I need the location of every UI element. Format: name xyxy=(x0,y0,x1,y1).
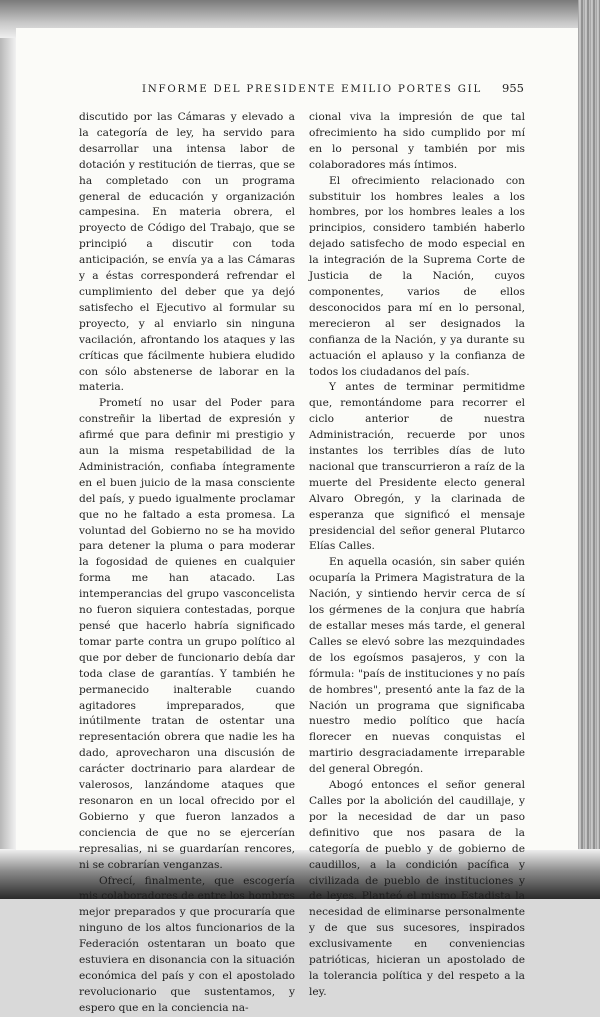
page-number: 955 xyxy=(502,81,524,95)
paragraph: Ofrecí, finalmente, que escogería mis colaboradores de entre los hombres mejor preparados y que procuraría que ninguno de los altos funcionarios de la Federación ostentaran un boato que estuviera en disonancia con la situación económica del país y con el apostolado revolucionario que sustentamos, y espero que en la conciencia na- xyxy=(79,874,295,1014)
left-column xyxy=(79,110,295,1017)
right-column xyxy=(309,110,525,1001)
scan-left-edge xyxy=(0,0,16,899)
paragraph: Y antes de terminar permitidme que, remontándome para recorrer el ciclo anterior de nuestra Administración, recuerde por unos instantes los terribles días de luto nacional que transcurrieron a raíz de la muerte del Presidente electo general Alvaro Obregón, y la clarinada de esperanza que significó el mensaje presidencial del señor general Plutarco Elías Calles. xyxy=(309,381,525,553)
paragraph: Abogó entonces el señor general Calles por la abolición del caudillaje, y por la necesidad de dar un paso definitivo que nos pasara de la categoría de pueblo y de gobierno de caudillos, a la condición pacífica y civilizada de pueblo de instituciones y de leyes. Planteó el mismo Estadista la necesidad de eliminarse personalmente y de que sus sucesores, inspirados exclusivamente en conveniencias patrióticas, hicieran un apostolado de la tolerancia política y del respeto a la ley. xyxy=(309,779,525,998)
scan-right-edge xyxy=(578,0,600,899)
paragraph: En aquella ocasión, sin saber quién ocuparía la Primera Magistratura de la Nación, y sintiendo hervir cerca de sí los gérmenes de la conjura que habría de estallar meses más tarde, el general Calles se elevó sobre las mezquindades de los egoísmos pasajeros, y con la fórmula: "país de instituciones y no país de hombres", presentó ante la faz de la Nación un programa que significaba nuestro medio político que hacía florecer en nuevas conquistas el martirio desgraciadamente irreparable del general Obregón. xyxy=(309,556,525,776)
paragraph: El ofrecimiento relacionado con substituir los hombres leales a los hombres, por los hombres leales a los principios, considero también haberlo dejado satisfecho de modo especial en la integración de la Suprema Corte de Justicia de la Nación, cuyos componentes, varios de ellos desconocidos para mí en lo personal, merecieron al ser designados la confianza de la Nación, y ya durante su actuación el aplauso y la confianza de todos los ciudadanos del país. xyxy=(309,174,525,378)
paragraph: discutido por las Cámaras y elevado a la categoría de ley, ha servido para desarrollar una intensa labor de dotación y restitución de tierras, que se ha completado con un programa general de educación y organización campesina. En materia obrera, el proyecto de Código del Trabajo, que se principió a discutir con toda anticipación, se envía ya a las Cámaras y a éstas corresponderá refrendar el cumplimiento del deber que ya dejó satisfecho el Ejecutivo al formular su proyecto, y al enviarlo sin ninguna vacilación, afrontando los ataques y las críticas que fácilmente hubiera eludido con sólo abstenerse de laborar en la materia. xyxy=(79,111,295,394)
running-header: INFORME DEL PRESIDENTE EMILIO PORTES GIL xyxy=(142,84,483,95)
paragraph: Prometí no usar del Poder para constreñir la libertad de expresión y afirmé que para definir mi prestigio y aun la misma respetabilidad de la Administración, confiaba íntegramente en el buen juicio de la masa consciente del país, y puedo igualmente proclamar que no he faltado a esta promesa. La voluntad del Gobierno no se ha movido para detener la pluma o para moderar la fogosidad de quienes en cualquier forma me han atacado. Las intemperancias del grupo vasconcelista no fueron siquiera contestadas, porque pensé que hacerlo habría significado tomar parte contra un grupo político al que por deber de funcionario debía dar toda clase de garantías. Y también he permanecido inalterable cuando agitadores impreparados, que inútilmente tratan de ostentar una representación obrera que nadie les ha dado, aprovecharon una discusión de carácter doctrinario para alardear de valerosos, lanzándome ataques que resonaron en un local ofrecido por el Gobierno y que fueron lanzados a conciencia de que no se ejercerían represalias, ni se guardarían rencores, ni se cobrarían venganzas. xyxy=(79,397,295,871)
paragraph: cional viva la impresión de que tal ofrecimiento ha sido cumplido por mí en lo personal y también por mis colaboradores más íntimos. xyxy=(309,111,525,171)
